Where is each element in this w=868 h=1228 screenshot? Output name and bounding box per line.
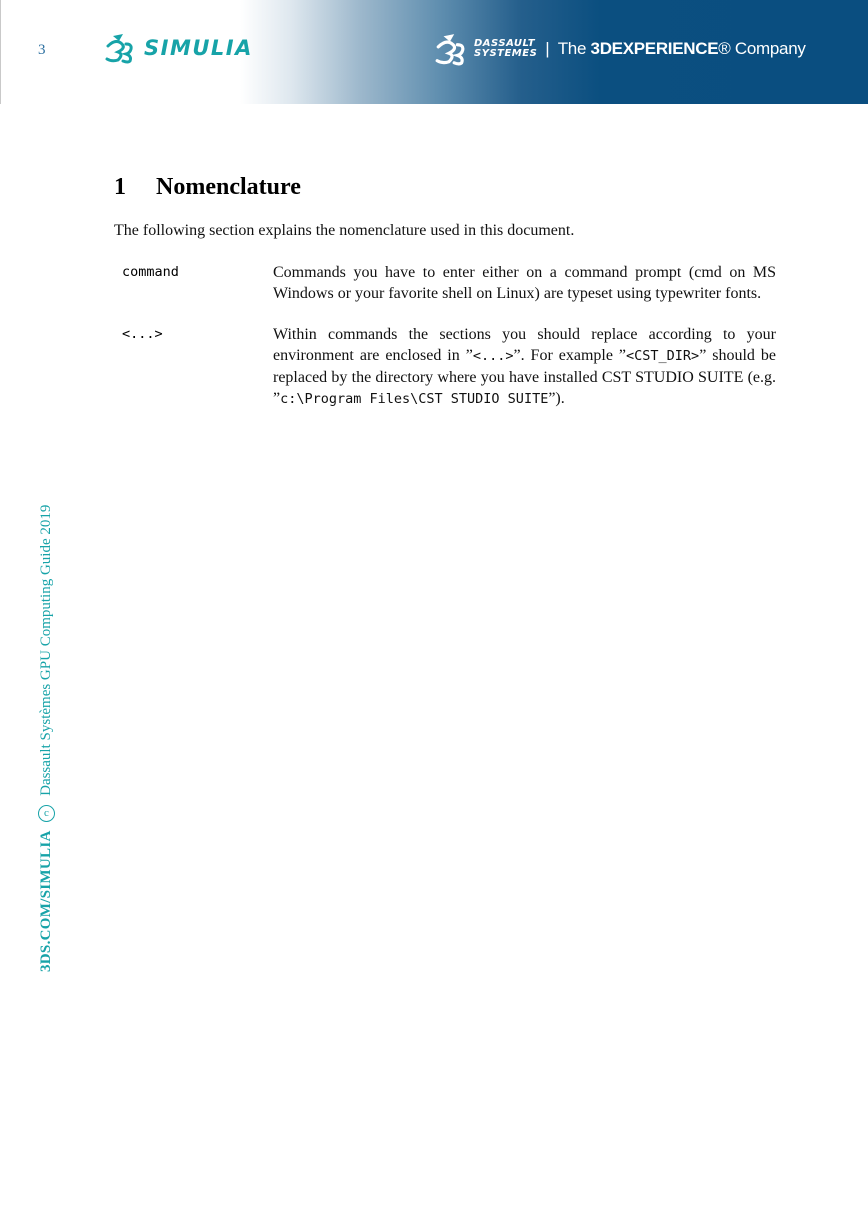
definition-text: ”). bbox=[548, 390, 565, 407]
nomenclature-term: <...> bbox=[122, 326, 163, 342]
simulia-wordmark: SIMULIA bbox=[144, 36, 253, 60]
nomenclature-list bbox=[122, 262, 776, 430]
logo-separator: | bbox=[545, 39, 550, 58]
dassault-systemes-wordmark bbox=[474, 39, 537, 59]
tagline-brand: 3DEXPERIENCE bbox=[590, 39, 719, 58]
definition-text: Within commands the sections you should replace according to your environment are enclosed in ” bbox=[273, 326, 776, 364]
nomenclature-term: command bbox=[122, 264, 179, 280]
definition-code: c:\Program Files\CST STUDIO SUITE bbox=[280, 391, 549, 407]
page-number: 3 bbox=[38, 42, 46, 58]
section-intro: The following section explains the nomenclature used in this document. bbox=[114, 222, 575, 239]
tagline-suffix: ® Company bbox=[718, 39, 806, 58]
nomenclature-definition: Commands you have to enter either on a command prompt (cmd on MS Windows or your favorite shell on Linux) are typeset using typewriter fonts. bbox=[273, 264, 776, 302]
simulia-logo bbox=[104, 32, 253, 64]
copyright-icon: c bbox=[38, 805, 55, 822]
section-number: 1 bbox=[114, 174, 126, 200]
section-heading bbox=[114, 174, 301, 201]
tagline-prefix: The bbox=[557, 39, 591, 58]
ds-word-dassault: DASSAULT bbox=[474, 38, 536, 49]
sidebar-title: Dassault Systèmes GPU Computing Guide 2019 bbox=[38, 504, 54, 796]
ds-word-systemes: SYSTEMES bbox=[474, 48, 538, 59]
header-left-rule bbox=[0, 0, 1, 104]
section-title: Nomenclature bbox=[156, 174, 301, 200]
3ds-compass-white-icon bbox=[434, 32, 468, 66]
definition-text: ”. For example ” bbox=[513, 347, 627, 364]
sidebar-copyright bbox=[38, 505, 55, 972]
nomenclature-item bbox=[122, 262, 776, 304]
sidebar-brand: 3DS.COM/SIMULIA bbox=[38, 830, 54, 972]
definition-code: <...> bbox=[472, 348, 514, 364]
page-header bbox=[0, 0, 868, 104]
definition-code: <CST_DIR> bbox=[626, 348, 700, 364]
nomenclature-definition bbox=[273, 324, 776, 410]
definition-text: ” should be replaced by the directory where you have installed CST STUDIO SUITE (e.g. ” bbox=[273, 347, 777, 407]
nomenclature-item bbox=[122, 324, 776, 410]
company-tagline bbox=[558, 39, 806, 59]
dassault-systemes-logo bbox=[434, 32, 806, 66]
3ds-compass-icon bbox=[104, 32, 136, 64]
